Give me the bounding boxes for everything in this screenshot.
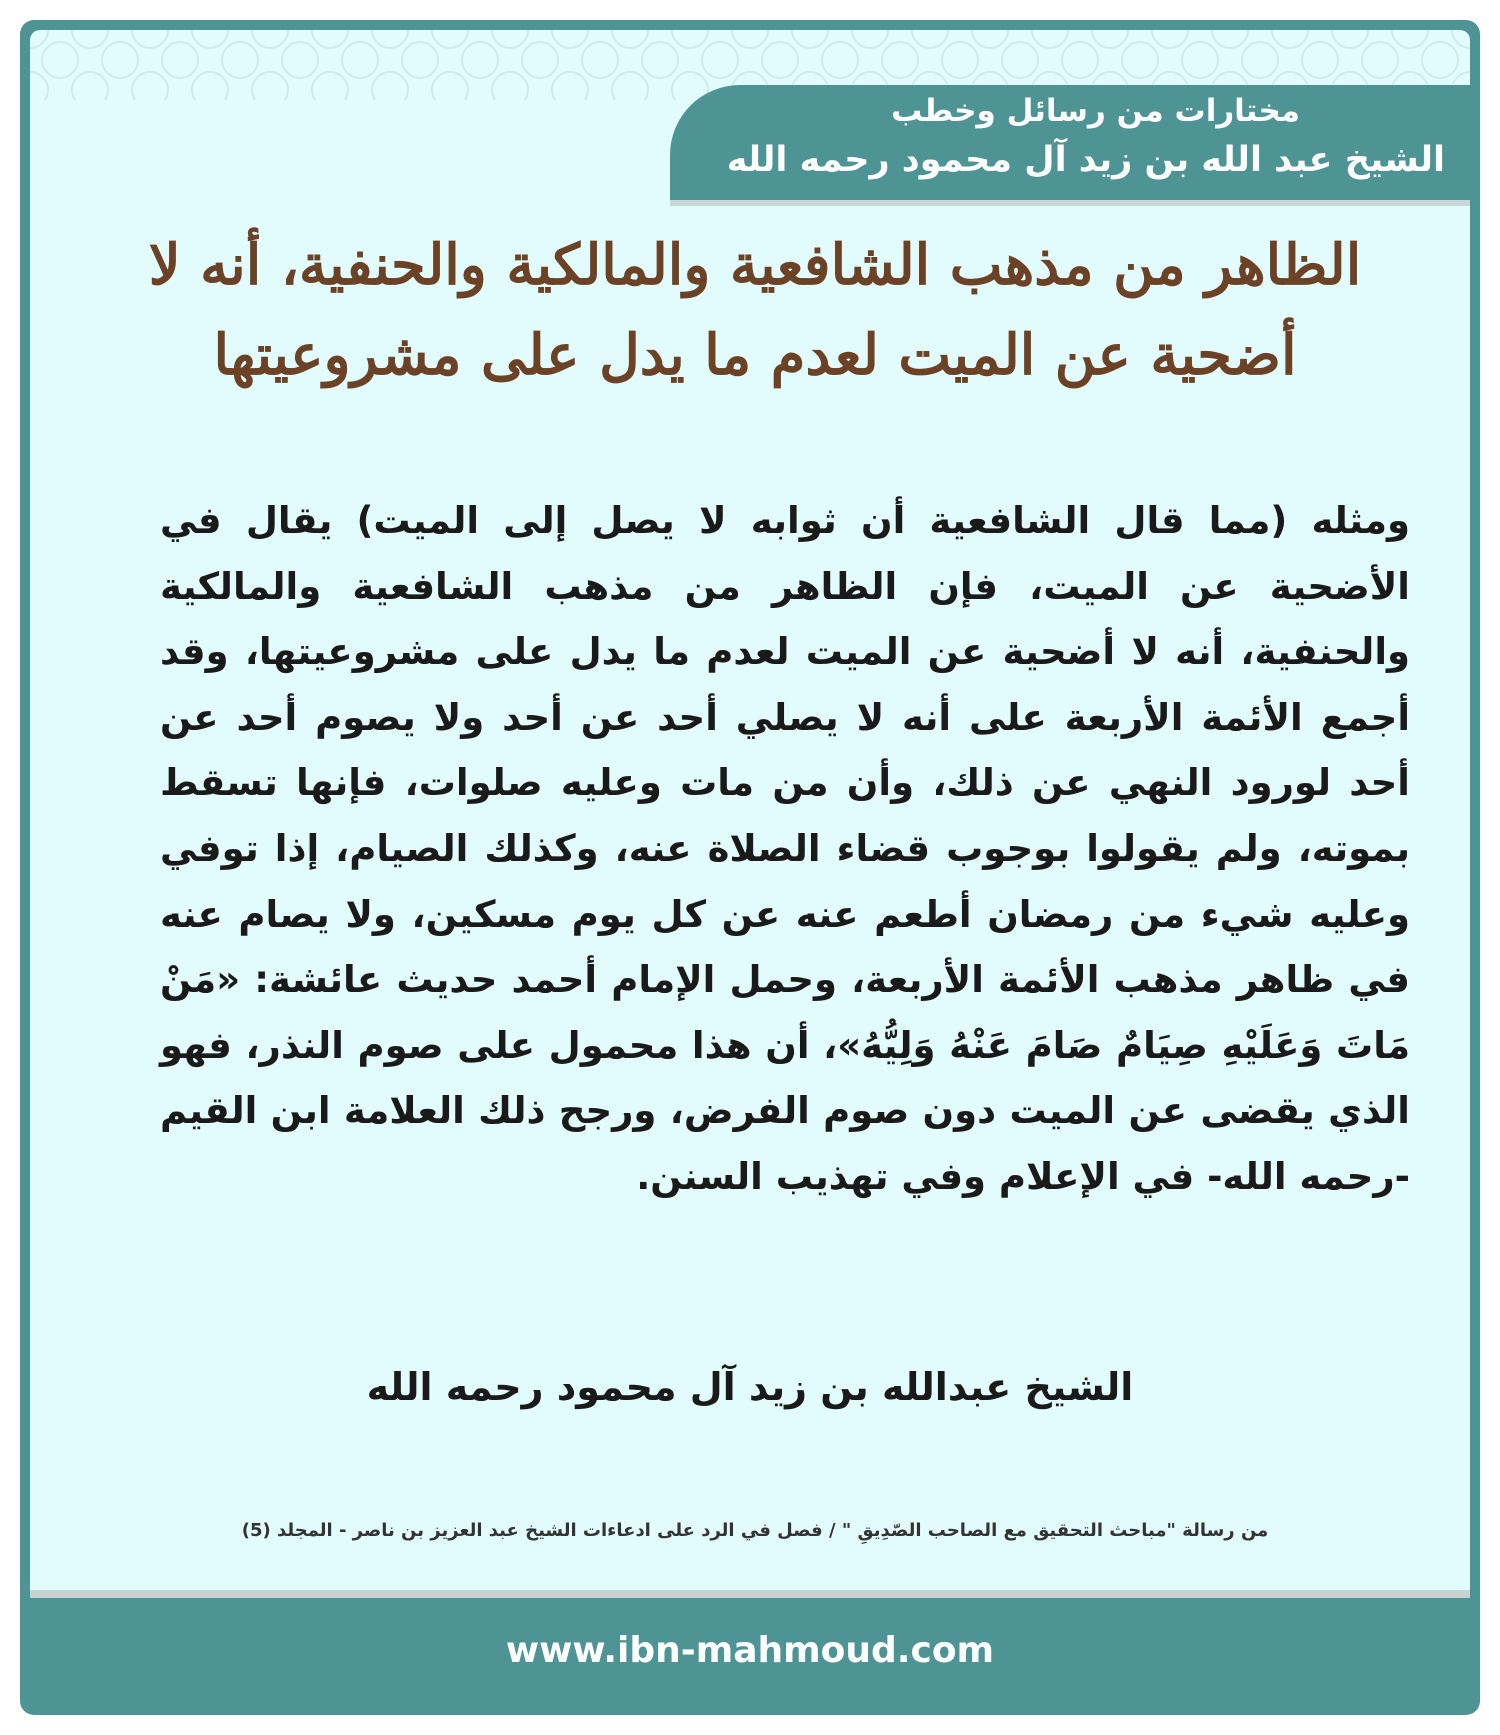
content-card	[30, 30, 1470, 1590]
article-title: الظاهر من مذهب الشافعية والمالكية والحنفية، أنه لا أضحية عن الميت لعدم ما يدل على مشروعيتها	[148, 232, 1362, 388]
page-frame	[20, 20, 1480, 1715]
source-citation: من رسالة "مباحث التحقيق مع الصاحب الصّدِيقِ " / فصل في الرد على ادعاءات الشيخ عبد العزيز بن ناصر - المجلد (5)	[241, 1520, 1269, 1541]
header-subtitle: مختارات من رسائل وخطب	[891, 93, 1300, 129]
header-author: الشيخ عبد الله بن زيد آل محمود رحمه الله	[726, 140, 1445, 180]
footer-divider	[30, 1590, 1470, 1598]
author-signature: الشيخ عبدالله بن زيد آل محمود رحمه الله	[366, 1365, 1134, 1409]
article-body: ومثله (مما قال الشافعية أن ثوابه لا يصل إلى الميت) يقال في الأضحية عن الميت، فإن الظاهر من مذهب الشافعية والمالكية والحنفية، أنه لا أضحية عن الميت لعدم ما يدل على مشروعيتها، وقد أجمع الأئمة الأربعة على أنه لا يصلي أحد عن أحد ولا يصوم أحد عن أحد لورود النهي عن ذلك، وأن من مات وعليه صلوات، فإنها تسقط بموته، ولم يقولوا بوجوب قضاء الصلاة عنه، وكذلك الصيام، إذا توفي وعليه شيء من رمضان أطعم عنه عن كل يوم مسكين، ولا يصام عنه في ظاهر مذهب الأئمة الأربعة، وحمل الإمام أحمد حديث عائشة: «مَنْ مَاتَ وَعَلَيْهِ صِيَامٌ صَامَ عَنْهُ وَلِيُّهُ»، أن هذا محمول على صوم النذر، فهو الذي يقضى عن الميت دون صوم الفرض، ورجح ذلك العلامة ابن القيم -رحمه الله- في الإعلام وفي تهذيب السنن.	[160, 499, 1410, 1198]
website-link[interactable]: www.ibn-mahmoud.com	[505, 1630, 995, 1671]
header-banner	[670, 85, 1470, 200]
